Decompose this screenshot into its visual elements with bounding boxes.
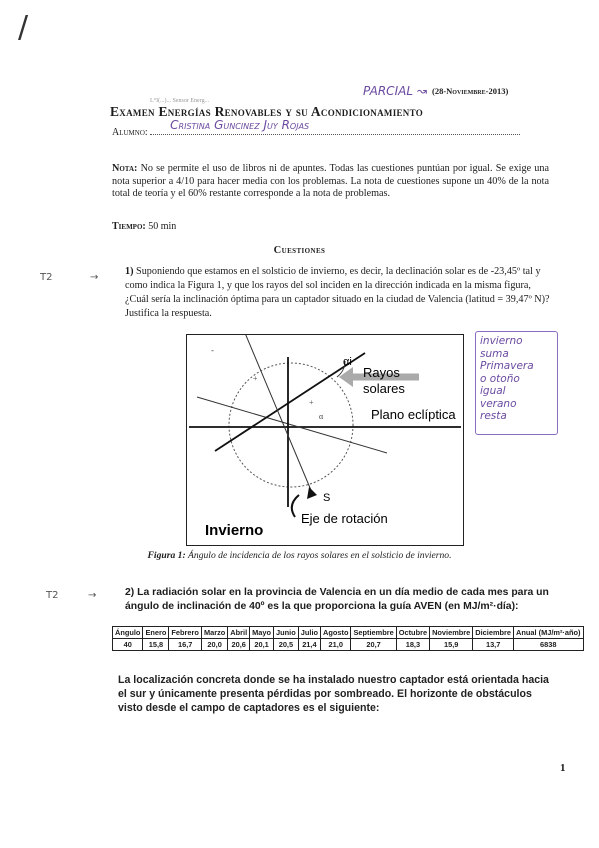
table-row [113, 639, 584, 651]
table-header-cell: Julio [298, 627, 320, 639]
table-header-cell: Diciembre [473, 627, 514, 639]
alumno-row [112, 118, 522, 138]
tiempo-value: 50 min [148, 221, 177, 232]
location-paragraph: La localización concreta donde se ha instalado nuestro captador está orientada hacia el sur y únicamente presenta pérdidas por sombreado. El horizonte de obstáculos visto desde el campo de captadores es el siguiente: [118, 674, 549, 714]
table-header-cell: Ángulo [113, 627, 143, 639]
table-cell: 21,0 [321, 639, 351, 651]
table-cell: 20,5 [274, 639, 299, 651]
caption-text: Ángulo de incidencia de los rayos solares en el solsticio de invierno. [188, 550, 452, 561]
table-header-cell: Mayo [250, 627, 274, 639]
q2-margin-tag: T2 [46, 590, 59, 601]
axis-curved-arrow [292, 495, 299, 517]
handwritten-side-note [475, 331, 558, 435]
pen-stroke-mark: / [18, 10, 29, 45]
table-cell: 6838 [514, 639, 583, 651]
figure-1-diagram [187, 335, 463, 545]
q1-text: Suponiendo que estamos en el solsticio de invierno, es decir, la declinación solar es de -23,45º tal y como indica la Figura 1, y que los rayos del sol inciden en la dirección indicada en la misma figura, ¿Cuál sería la inclinación óptima para un captador situado en la ciudad de Valencia (latitud = 39,47º N)? Justifica la respuesta. [125, 266, 550, 319]
table-header-cell: Febrero [169, 627, 202, 639]
table-cell: 13,7 [473, 639, 514, 651]
q1-number: 1) [125, 266, 134, 277]
table-cell: 20,7 [351, 639, 396, 651]
q2-number: 2) [125, 587, 135, 598]
alumno-name-handwritten: Cristina Guncinez Juy Rojas [170, 118, 310, 132]
table-cell: 15,8 [143, 639, 169, 651]
s-arrowhead [307, 487, 317, 499]
pencil-mark-3: α [319, 412, 324, 421]
nota-block [112, 163, 549, 201]
table-cell: 21,4 [298, 639, 320, 651]
table-header-cell: Enero [143, 627, 169, 639]
label-rays-2: solares [363, 381, 405, 396]
side-note-line: verano [480, 397, 517, 410]
table-header-cell: Anual (MJ/m²·año) [514, 627, 583, 639]
table-cell: 15,9 [430, 639, 473, 651]
exam-title: Examen Energías Renovables y su Acondicionamiento [110, 104, 424, 119]
q1-arrow: → [90, 272, 99, 283]
label-season: Invierno [205, 522, 264, 539]
nota-text: No se permite el uso de libros ni de apuntes. Todas las cuestiones puntúan por igual. Se exige una nota superior a 4/10 para hacer media con los problemas. La nota de cuestiones supone un 40% de la nota total de teoría y el 60% restante corresponde a la nota de problemas. [112, 163, 549, 200]
label-alpha: αi [343, 356, 352, 368]
tiempo-label: Tiempo: [112, 221, 146, 232]
radiation-table [112, 626, 584, 651]
label-axis: Eje de rotación [301, 511, 388, 526]
caption-label: Figura 1: [147, 550, 186, 561]
table-cell: 40 [113, 639, 143, 651]
question-2 [125, 586, 560, 614]
label-rays-1: Rayos [363, 365, 400, 380]
exam-date: (28-Noviembre-2013) [432, 86, 509, 96]
table-cell: 20,0 [201, 639, 227, 651]
table-header-cell: Junio [274, 627, 299, 639]
table-cell: 20,6 [228, 639, 250, 651]
table-header-cell: Agosto [321, 627, 351, 639]
table-cell: 18,3 [396, 639, 429, 651]
table-header-row [113, 627, 584, 639]
label-plane: Plano eclíptica [371, 407, 456, 422]
side-note-line: igual [480, 385, 506, 397]
alumno-label: Alumno: [112, 127, 148, 138]
pencil-mark-2: + [309, 398, 314, 407]
alumno-field [150, 118, 520, 135]
parcial-handwriting: PARCIAL ↝ [363, 84, 427, 98]
figure-1-caption [0, 550, 599, 561]
tiempo-block [112, 221, 176, 232]
table-header-cell: Noviembre [430, 627, 473, 639]
table-header-cell: Octubre [396, 627, 429, 639]
tilted-axis-line [245, 335, 313, 495]
sun-ray-arrowhead [339, 367, 353, 387]
q2-arrow: → [88, 590, 97, 601]
table-header-cell: Abril [228, 627, 250, 639]
side-note-line: resta [480, 410, 507, 422]
side-note-line: Primavera [480, 360, 534, 372]
side-note-line: invierno [480, 335, 523, 347]
table-header-cell: Septiembre [351, 627, 396, 639]
nota-label: Nota: [112, 163, 138, 174]
table-cell: 16,7 [169, 639, 202, 651]
figure-1 [186, 334, 464, 546]
pencil-mark-4: - [211, 345, 214, 355]
table-cell: 20,1 [250, 639, 274, 651]
pencil-mark-1: + [253, 374, 258, 383]
page-number: 1 [560, 762, 566, 774]
faint-header-text: L°I(...)... Sensor Energ... [150, 98, 210, 104]
question-1 [125, 265, 550, 321]
label-s: S [323, 492, 331, 504]
section-title: Cuestiones [273, 245, 326, 256]
q1-margin-tag: T2 [40, 272, 53, 283]
table-header-cell: Marzo [201, 627, 227, 639]
side-note-line: suma [480, 347, 509, 360]
q2-text: La radiación solar en la provincia de Valencia en un día medio de cada mes para un ángulo de inclinación de 40º es la que proporciona la guía AVEN (en MJ/m²·día): [125, 587, 549, 612]
side-note-line: o otoño [480, 372, 520, 385]
